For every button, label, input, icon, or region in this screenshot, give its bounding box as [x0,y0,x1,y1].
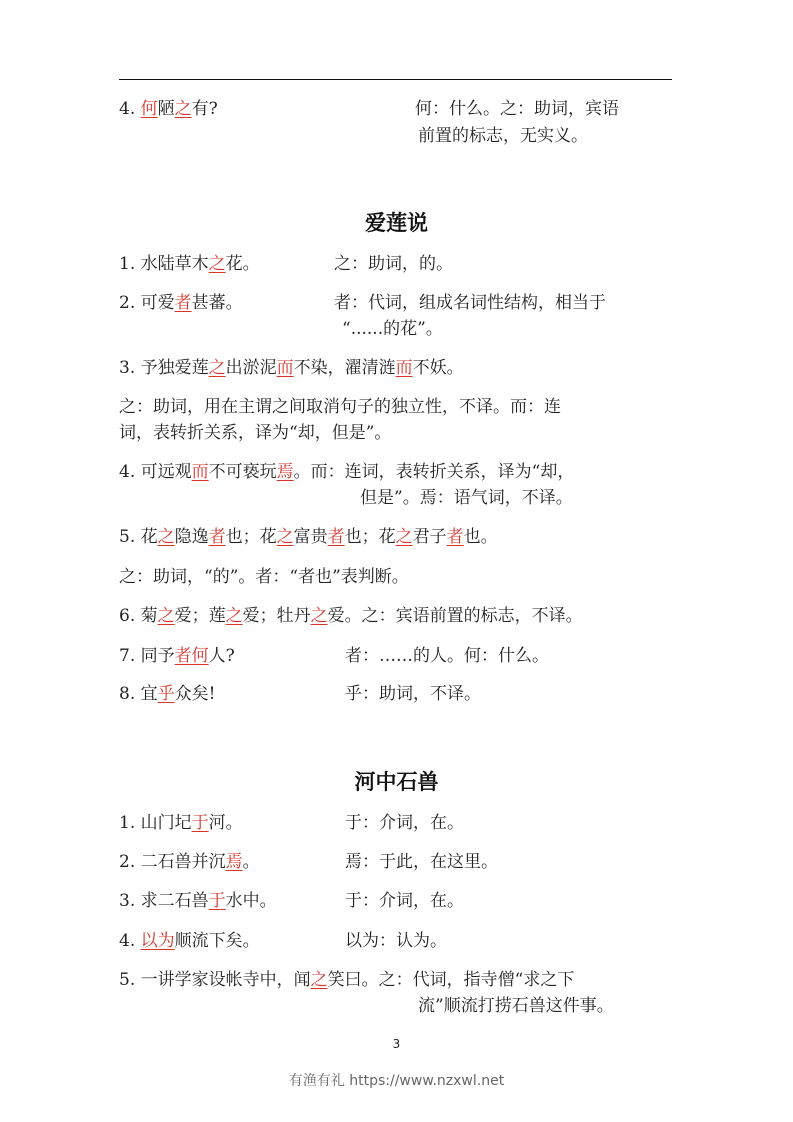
text-segment: 也。 [463,527,498,547]
text-segment: 爱。之：宾语前置的标志，不译。 [327,606,583,626]
text-line [119,356,464,380]
highlighted-word: 者 [327,527,345,547]
highlighted-word: 之 [157,606,175,626]
text-segment: 者：代词，组成名词性结构，相当于 [334,293,606,313]
text-segment: 4. [119,99,141,119]
highlighted-word: 而 [276,358,294,378]
highlighted-word: 之 [225,606,243,626]
text-segment: 。而：连词，表转折关系，译为“却， [293,462,575,482]
text-line [119,929,260,953]
highlighted-word: 乎 [157,684,175,704]
highlighted-word: 之 [310,606,328,626]
highlighted-word: 之 [208,254,226,274]
text-segment: 2. 可爱 [119,293,175,313]
text-segment: 6. 菊 [119,606,158,626]
text-line [345,850,498,874]
text-segment: 不可亵玩 [208,462,277,482]
highlighted-word: 于 [208,891,226,911]
text-segment: 河。 [208,813,243,833]
text-line [119,889,277,913]
text-line [345,682,481,706]
text-segment: 前置的标志，无实义。 [418,126,588,146]
highlighted-word: 者 [446,527,464,547]
text-line [418,994,614,1018]
text-line [334,291,606,315]
text-segment: 顺流下矣。 [174,931,260,951]
section-title: 河中石兽 [354,770,439,794]
highlighted-word: 之 [157,527,175,547]
text-line [345,811,464,835]
highlighted-word: 之 [276,527,294,547]
text-segment: 也；花 [225,527,277,547]
text-line [119,682,215,706]
text-segment: 5. 花 [119,527,158,547]
text-segment: 3. 予独爱莲 [119,358,209,378]
text-segment: 。 [242,852,260,872]
highlighted-word: 之 [310,970,328,990]
text-segment: 甚蕃。 [191,293,243,313]
text-line [119,811,243,835]
text-segment: 笑曰。之：代词，指寺僧“求之下 [327,970,575,990]
text-segment: 于：介词，在。 [345,891,464,911]
highlighted-word: 之 [395,527,413,547]
highlighted-word: 而 [191,462,209,482]
text-segment: 不妖。 [412,358,464,378]
highlighted-word: 以为 [140,931,175,951]
text-segment: 4. [119,931,141,951]
highlighted-word: 者 [174,293,192,313]
text-line [418,124,588,148]
text-segment: 隐逸 [174,527,209,547]
text-segment: 但是”。焉：语气词，不译。 [360,488,573,508]
text-segment: 于：介词，在。 [345,813,464,833]
text-segment: 富贵 [293,527,328,547]
text-segment: “......的花”。 [342,319,443,339]
text-line [334,252,453,276]
highlighted-word: 焉 [225,852,243,872]
text-segment: 爱；牡丹 [242,606,311,626]
page-number: 3 [392,1037,401,1051]
text-line [119,97,218,121]
highlighted-word: 而 [395,358,413,378]
text-segment: 也；花 [344,527,396,547]
text-segment: 5. 一讲学家设帐寺中，闻 [119,970,311,990]
text-line [119,604,583,628]
text-segment: 何：什么。之：助词，宾语 [415,99,619,119]
text-segment: 有? [191,99,218,119]
text-segment: 不染，濯清涟 [293,358,396,378]
text-segment: 众矣! [174,684,216,704]
highlighted-word: 之 [174,99,192,119]
highlighted-word: 何 [140,99,158,119]
text-segment: 人? [208,646,235,666]
text-segment: 以为：认为。 [345,931,447,951]
highlighted-word: 焉 [276,462,294,482]
text-segment: 8. 宜 [119,684,158,704]
text-segment: 之：助词，的。 [334,254,453,274]
text-segment: 4. 可远观 [119,462,192,482]
header-rule [119,79,672,80]
text-segment: 水中。 [225,891,277,911]
text-segment: 流”顺流打捞石兽这件事。 [418,996,614,1016]
text-line [119,968,574,992]
highlighted-word: 于 [191,813,209,833]
text-segment: 3. 求二石兽 [119,891,209,911]
text-line [342,317,443,341]
text-line [119,395,561,419]
text-line [119,460,574,484]
text-segment: 陋 [157,99,175,119]
text-line [119,525,498,549]
text-line [345,889,464,913]
highlighted-word: 者 [208,527,226,547]
text-segment: 者：……的人。何：什么。 [345,646,549,666]
text-line [360,486,573,510]
text-line [119,644,235,668]
text-line [119,421,391,445]
highlighted-word: 者何 [174,646,209,666]
text-line [345,929,447,953]
highlighted-word: 之 [208,358,226,378]
text-segment: 爱；莲 [174,606,226,626]
text-line [415,97,619,121]
text-line [345,644,549,668]
text-segment: 2. 二石兽并沉 [119,852,226,872]
text-segment: 出淤泥 [225,358,277,378]
text-segment: 花。 [225,254,260,274]
section-title: 爱莲说 [365,211,428,235]
text-segment: 7. 同予 [119,646,175,666]
text-line [119,850,260,874]
text-segment: 乎：助词，不译。 [345,684,481,704]
text-line [119,291,243,315]
text-segment: 1. 水陆草木 [119,254,209,274]
text-line [119,565,409,589]
text-segment: 之：助词，“的”。者：“者也”表判断。 [119,567,409,587]
text-segment: 词，表转折关系，译为“却，但是”。 [119,423,392,443]
text-segment: 之：助词，用在主谓之间取消句子的独立性，不译。而：连 [119,397,561,417]
text-segment: 焉：于此，在这里。 [345,852,498,872]
text-segment: 君子 [412,527,447,547]
footer-watermark: 有渔有礼 https://www.nzxwl.net [288,1073,505,1089]
text-segment: 1. 山门圮 [119,813,192,833]
text-line [119,252,260,276]
